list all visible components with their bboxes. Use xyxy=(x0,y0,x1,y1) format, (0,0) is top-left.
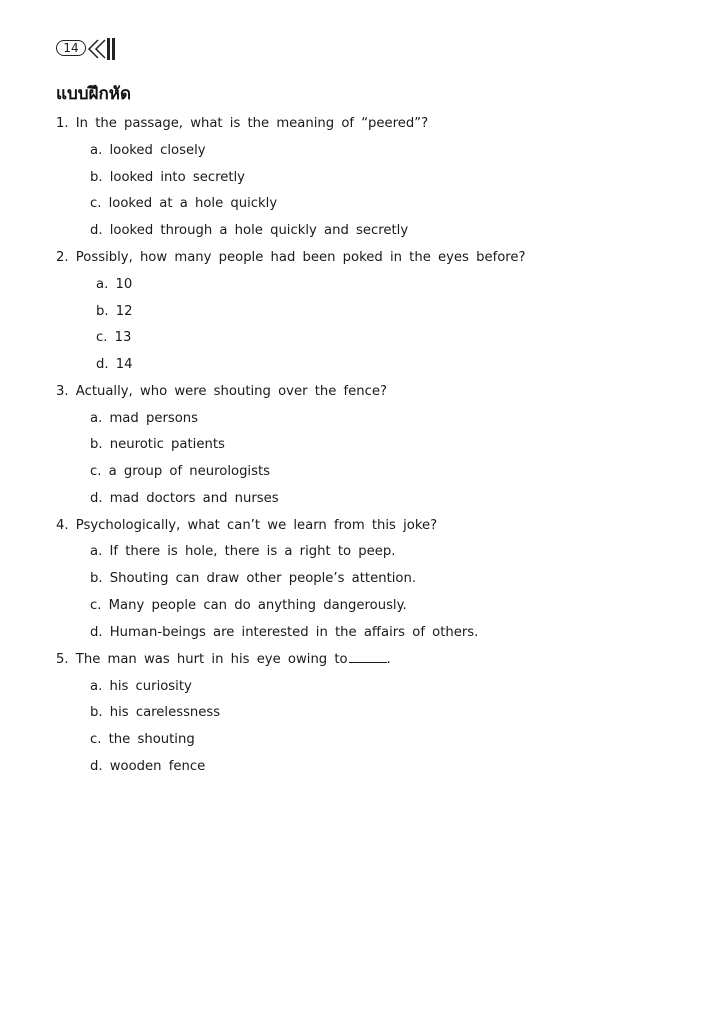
question-2-option-c: c. 13 xyxy=(96,330,132,345)
question-1-option-b: b. looked into secretly xyxy=(90,170,245,185)
question-3: 3. Actually, who were shouting over the fence? xyxy=(56,384,388,399)
answer-blank xyxy=(349,652,387,663)
question-1-option-a: a. looked closely xyxy=(90,143,206,158)
question-4-option-d: d. Human-beings are interested in the affairs of others. xyxy=(90,625,479,640)
question-1: 1. In the passage, what is the meaning of “peered”? xyxy=(56,116,429,131)
question-3-option-a: a. mad persons xyxy=(90,411,199,426)
exercise-heading: แบบฝึกหัด xyxy=(56,84,132,104)
question-3-option-c: c. a group of neurologists xyxy=(90,464,271,479)
question-3-option-d: d. mad doctors and nurses xyxy=(90,491,279,506)
question-5-option-c: c. the shouting xyxy=(90,732,195,747)
question-5-text-end: . xyxy=(386,652,391,667)
question-5-option-b: b. his carelessness xyxy=(90,705,221,720)
question-5-text: 5. The man was hurt in his eye owing to xyxy=(56,652,348,667)
question-4: 4. Psychologically, what can’t we learn from this joke? xyxy=(56,518,438,533)
question-1-option-c: c. looked at a hole quickly xyxy=(90,196,278,211)
question-4-option-a: a. If there is hole, there is a right to peep. xyxy=(90,544,396,559)
question-2-option-a: a. 10 xyxy=(96,277,133,292)
question-4-option-c: c. Many people can do anything dangerously. xyxy=(90,598,407,613)
question-2-option-d: d. 14 xyxy=(96,357,133,372)
question-5-option-d: d. wooden fence xyxy=(90,759,206,774)
question-2: 2. Possibly, how many people had been poked in the eyes before? xyxy=(56,250,526,265)
question-1-option-d: d. looked through a hole quickly and secretly xyxy=(90,223,409,238)
page-number-badge xyxy=(56,37,118,61)
question-5 xyxy=(56,652,391,668)
question-2-option-b: b. 12 xyxy=(96,304,133,319)
question-5-option-a: a. his curiosity xyxy=(90,679,192,694)
question-3-option-b: b. neurotic patients xyxy=(90,437,225,452)
question-4-option-b: b. Shouting can draw other people’s attention. xyxy=(90,571,417,586)
double-chevron-left-icon xyxy=(86,37,118,61)
page-number: 14 xyxy=(56,40,86,56)
